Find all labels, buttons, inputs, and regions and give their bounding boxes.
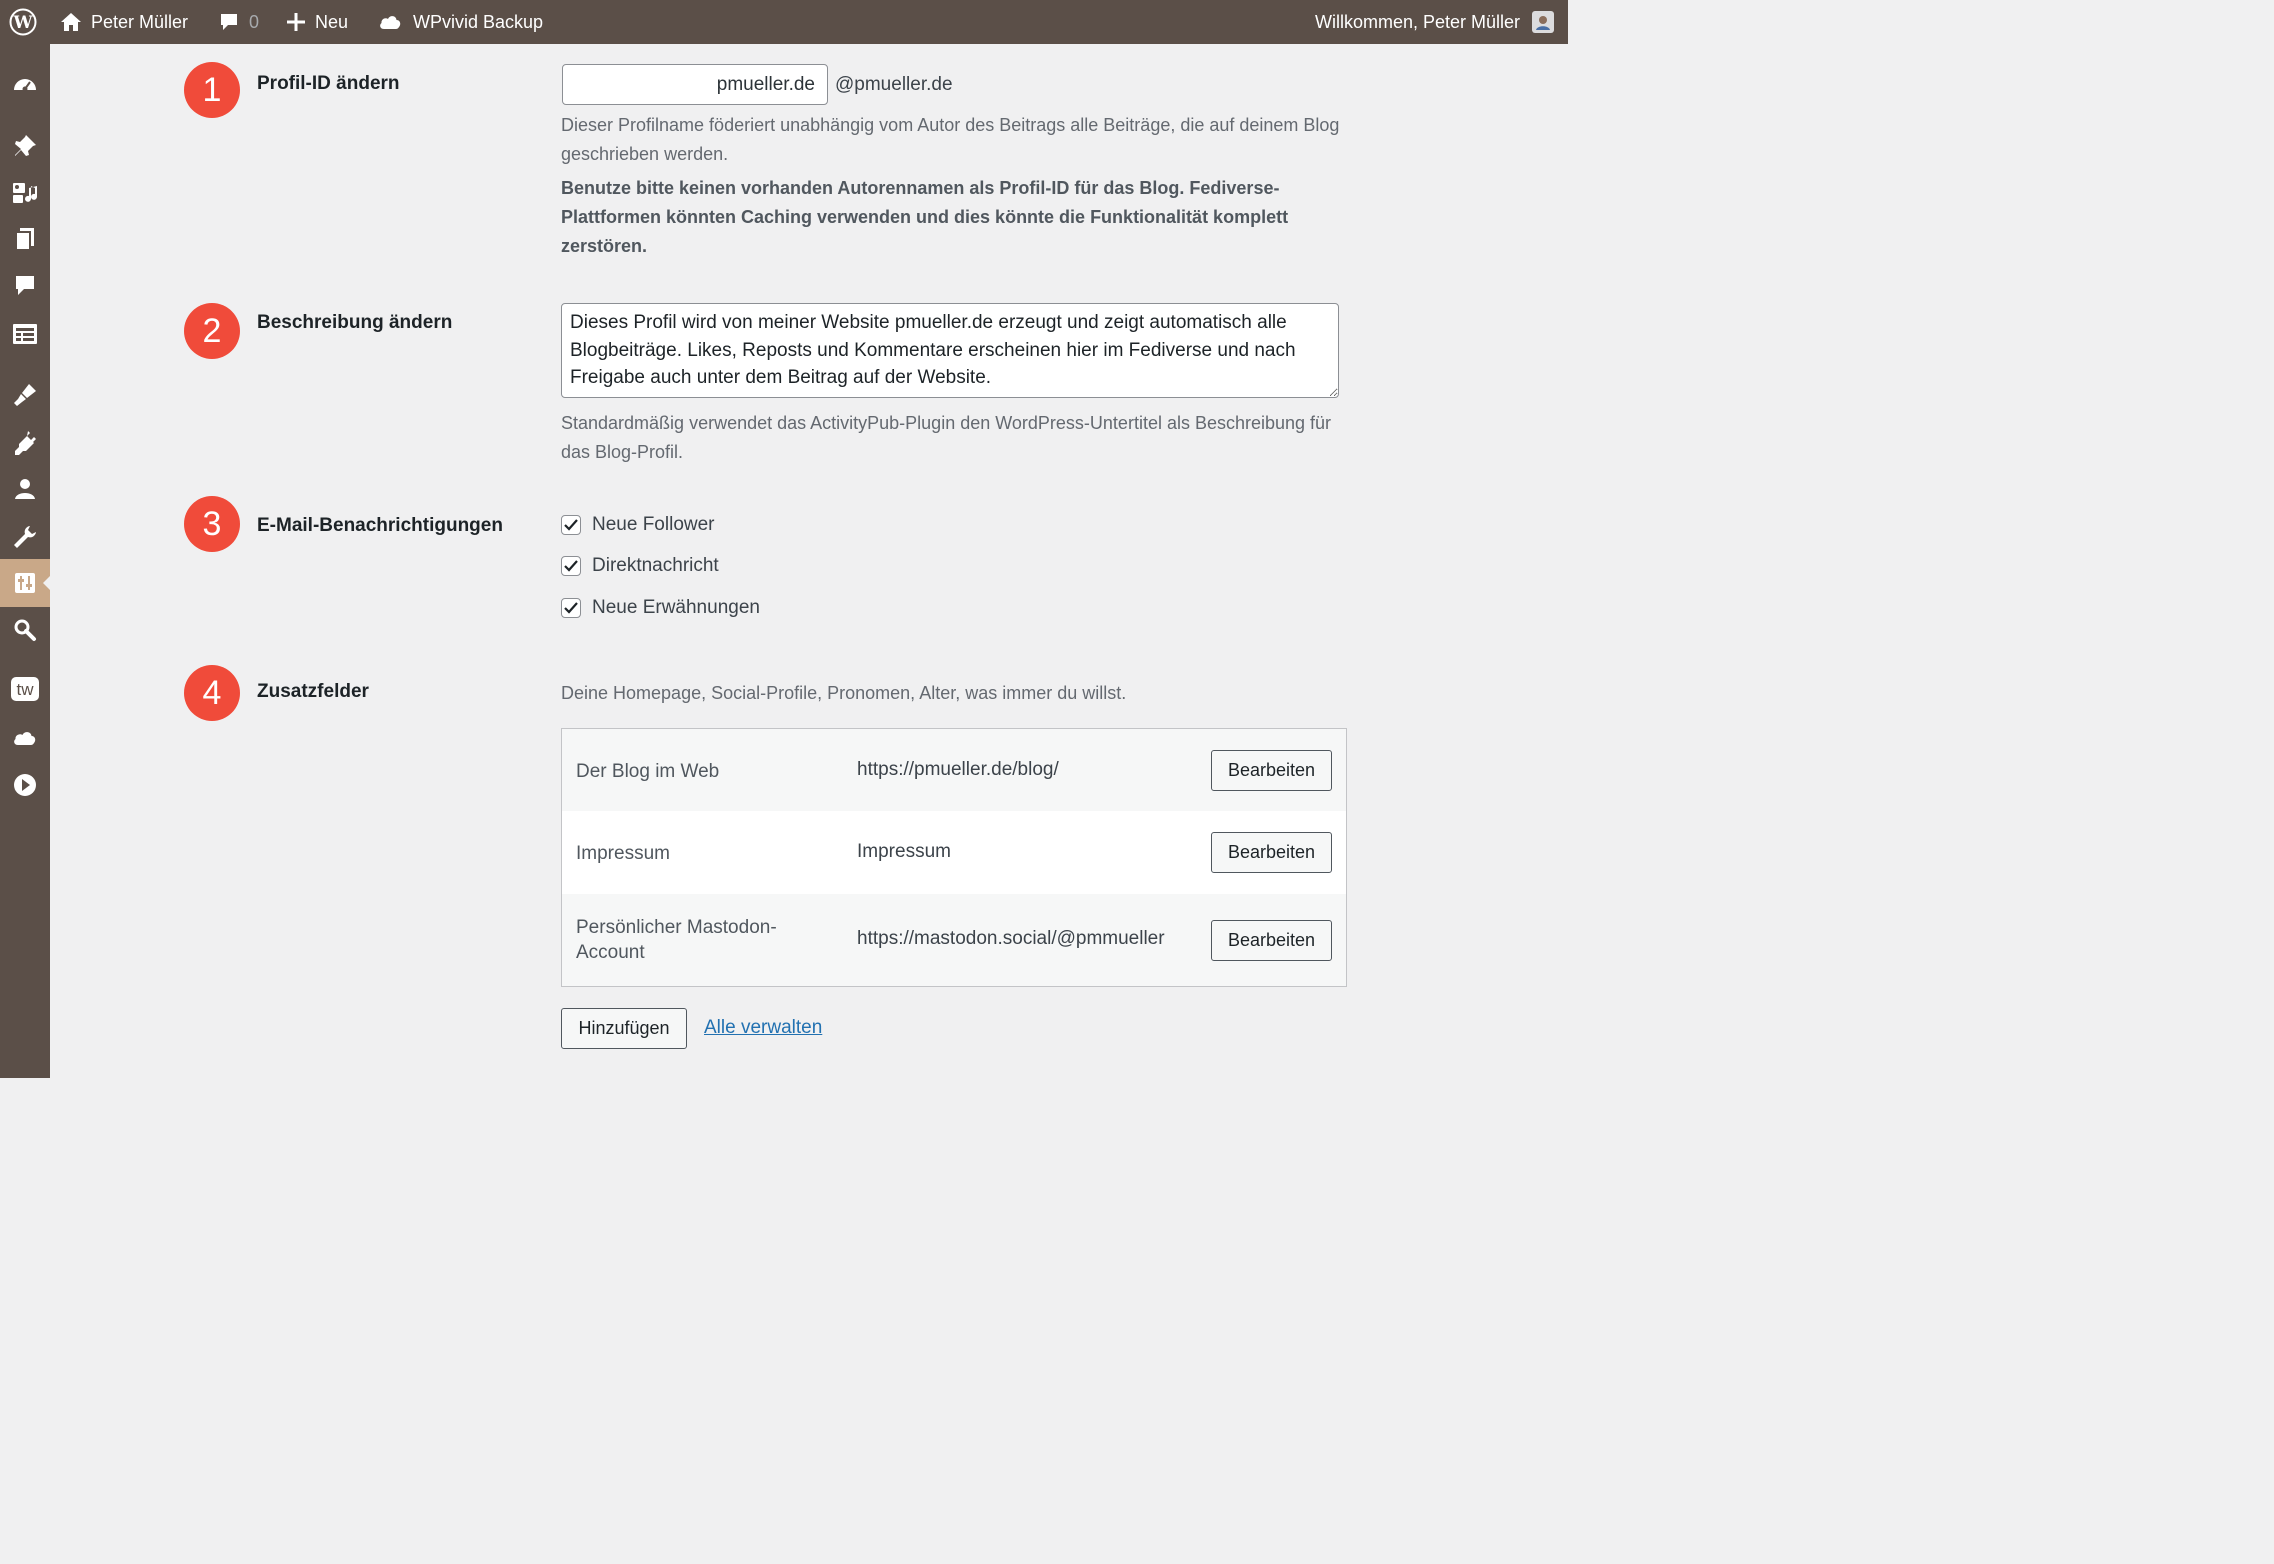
profile-id-description: Dieser Profilname föderiert unabhängig vom Autor des Beitrags alle Beiträge, die auf deinem Blog geschrieben werden. [561, 115, 1340, 164]
edit-button[interactable]: Bearbeiten [1211, 750, 1332, 791]
field-value: Impressum [857, 841, 951, 862]
new-label: Neu [315, 11, 349, 32]
profile-id-suffix: @pmueller.de [835, 74, 953, 95]
step-badge-4: 4 [184, 665, 240, 721]
forms-icon[interactable] [0, 317, 50, 351]
extra-fields-table [561, 728, 1347, 987]
search-icon[interactable] [0, 613, 50, 647]
tools-wrench-icon[interactable] [0, 520, 50, 554]
field-name: Persönlicher Mastodon-Account [576, 917, 777, 963]
edit-button[interactable]: Bearbeiten [1211, 920, 1332, 961]
notifications-label: E-Mail-Benachrichtigungen [257, 515, 503, 536]
new-followers-checkbox[interactable] [561, 515, 581, 535]
home-icon [60, 11, 82, 33]
backup-label: WPvivid Backup [413, 11, 544, 32]
checkbox-row-direct-message[interactable] [561, 555, 719, 577]
cloud-icon [378, 12, 402, 32]
field-value: https://pmueller.de/blog/ [857, 759, 1059, 780]
admin-bar [0, 0, 1568, 44]
avatar [1532, 11, 1554, 33]
checkbox-row-new-followers[interactable] [561, 514, 715, 536]
new-followers-label: Neue Follower [592, 514, 715, 535]
posts-pin-icon[interactable] [0, 129, 50, 163]
table-row [562, 894, 1346, 986]
users-icon[interactable] [0, 472, 50, 506]
description-textarea[interactable] [561, 303, 1339, 398]
my-account-link[interactable] [1315, 0, 1554, 44]
play-icon[interactable] [0, 768, 50, 802]
step-badge-3: 3 [184, 496, 240, 552]
appearance-brush-icon[interactable] [0, 378, 50, 412]
wpvivid-cloud-icon[interactable] [0, 721, 50, 755]
greeting: Willkommen, Peter Müller [1314, 11, 1520, 32]
comments-count: 0 [249, 11, 260, 32]
extra-fields-description: Deine Homepage, Social-Profile, Pronomen, Alter, was immer du willst. [561, 683, 1127, 703]
plus-icon [286, 12, 306, 32]
new-mentions-checkbox[interactable] [561, 598, 581, 618]
tw-label: tw [16, 680, 34, 699]
new-mentions-label: Neue Erwähnungen [592, 597, 760, 618]
table-row [562, 811, 1346, 894]
tw-icon[interactable] [0, 672, 50, 706]
table-row [562, 729, 1346, 811]
field-name: Impressum [576, 843, 670, 864]
direct-message-checkbox[interactable] [561, 556, 581, 576]
extra-fields-label: Zusatzfelder [257, 681, 369, 702]
site-name: Peter Müller [91, 11, 189, 32]
wpvivid-backup-link[interactable] [378, 0, 543, 44]
profile-id-warning: Benutze bitte keinen vorhanden Autorennamen als Profil-ID für das Blog. Fediverse-Plattformen könnten Caching verwenden und dies könnte die Funktionalität komplett zerstören. [561, 178, 1289, 256]
field-value: https://mastodon.social/@pmmueller [857, 928, 1165, 949]
direct-message-label: Direktnachricht [592, 555, 719, 576]
add-field-button[interactable]: Hinzufügen [561, 1008, 687, 1049]
plugins-icon[interactable] [0, 425, 50, 459]
pages-icon[interactable] [0, 222, 50, 256]
checkmark-icon [564, 602, 578, 614]
step-badge-2: 2 [184, 303, 240, 359]
new-content-link[interactable] [286, 0, 348, 44]
description-help: Standardmäßig verwendet das ActivityPub-Plugin den WordPress-Untertitel als Beschreibung für das Blog-Profil. [561, 413, 1332, 462]
admin-sidebar [0, 44, 50, 1078]
profile-id-input[interactable] [562, 64, 828, 105]
description-label: Beschreibung ändern [257, 312, 453, 333]
checkmark-icon [564, 560, 578, 572]
comments-link[interactable] [218, 0, 259, 44]
svg-text:W: W [13, 13, 33, 33]
dashboard-icon[interactable] [0, 67, 50, 101]
field-name: Der Blog im Web [576, 761, 720, 782]
media-icon[interactable] [0, 176, 50, 210]
comment-icon [218, 11, 240, 33]
wordpress-logo-icon[interactable] [9, 0, 37, 44]
site-name-link[interactable] [60, 0, 188, 44]
edit-button[interactable]: Bearbeiten [1211, 832, 1332, 873]
checkbox-row-new-mentions[interactable] [561, 597, 760, 619]
settings-icon[interactable] [0, 559, 50, 607]
comments-icon[interactable] [0, 269, 50, 303]
profile-id-label: Profil-ID ändern [257, 73, 400, 94]
manage-all-link[interactable]: Alle verwalten [704, 1017, 823, 1038]
checkmark-icon [564, 519, 578, 531]
step-badge-1: 1 [184, 62, 240, 118]
